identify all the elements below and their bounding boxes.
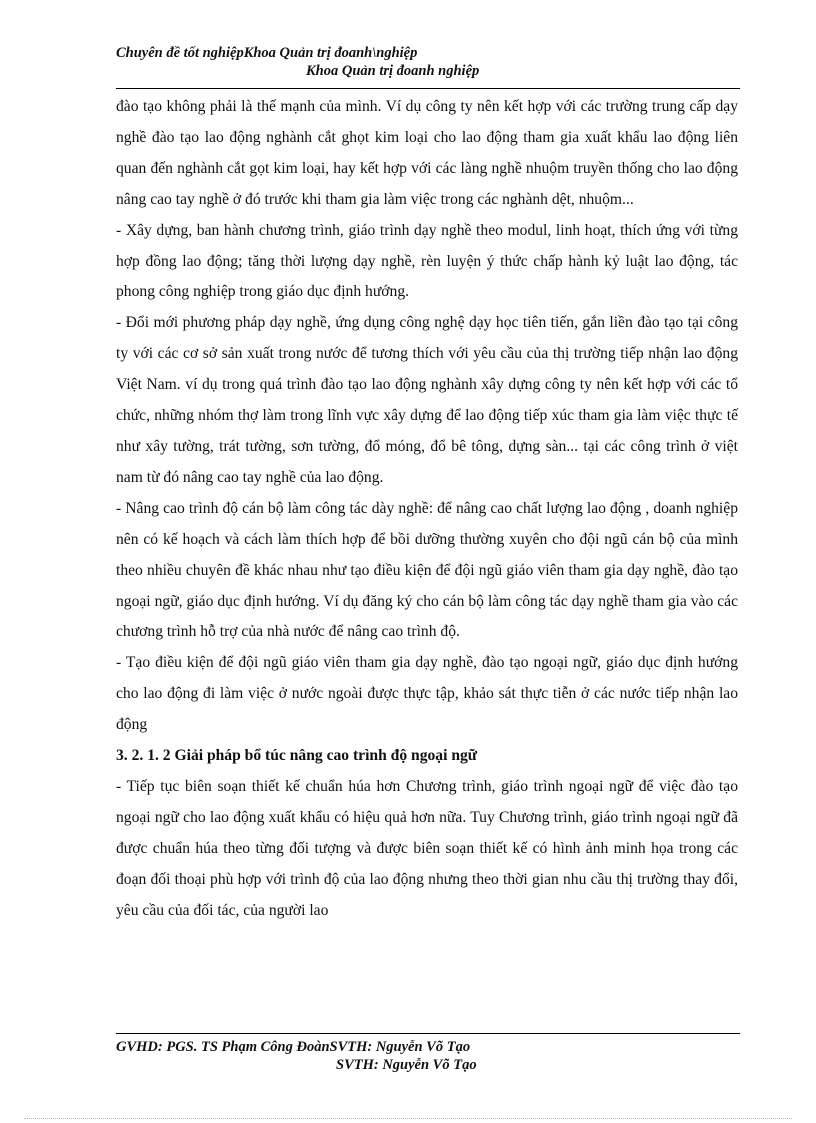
paragraph: - Đổi mới phương pháp dạy nghề, ứng dụng công nghệ dạy học tiên tiến, gắn liền đào tạo tại công ty với các cơ sở sản xuất trong nước để tương thích với yêu cầu của thị trường tiếp nhận lao động Việt Nam. ví dụ trong quá trình đào tạo lao động nghành xây dựng công ty nên kết hợp với các tổ chức, những nhóm thợ làm trong lĩnh vực xây dựng để lao động tiếp xúc tham gia làm việc thực tế như xây tường, trát tường, sơn tường, đổ móng, đổ bê tông, dựng sàn... tại các công trình ở việt nam từ đó nâng cao tay nghề của lao động.: [116, 314, 738, 486]
header-line-1: Chuyên đề tốt nghiệpKhoa Quản trị đoanh\nghiệp: [116, 45, 418, 61]
section-heading: 3. 2. 1. 2 Giải pháp bổ túc nâng cao trình độ ngoại ngữ: [116, 747, 478, 765]
header-divider: [116, 88, 740, 89]
page-header: [116, 44, 740, 80]
footer-line-1: GVHD: PGS. TS Phạm Công ĐoànSVTH: Nguyễn Võ Tạo: [116, 1039, 471, 1055]
document-body: [116, 92, 738, 926]
footer-line-2: SVTH: Nguyễn Võ Tạo: [336, 1057, 477, 1073]
page-bottom-edge: [24, 1118, 792, 1119]
header-line-2: Khoa Quản trị đoanh nghiệp: [306, 63, 480, 79]
paragraph: - Nâng cao trình độ cán bộ làm công tác dày nghề: để nâng cao chất lượng lao động , doanh nghiệp nên có kế hoạch và cách làm thích hợp để bồi dưỡng thường xuyên cho đội ngũ cán bộ của mình theo nhiều chuyên đề khác nhau như tạo điều kiện để đội ngũ giáo viên tham gia dạy nghề, đào tạo ngoại ngữ, giáo dục định hướng. Ví dụ đăng ký cho cán bộ làm công tác dạy nghề tham gia vào các chương trình hỗ trợ của nhà nước để nâng cao trình độ.: [116, 499, 738, 641]
footer-divider: [116, 1033, 740, 1034]
paragraph: đào tạo không phải là thế mạnh của mình. Ví dụ công ty nên kết hợp với các trường trung cấp dạy nghề đào tạo lao động nghành cắt ghọt kim loại cho lao động tham gia xuất khẩu lao động liên quan đến nghành cắt gọt kim loại, hay kết hợp với các làng nghề nhuộm truyền thống cho lao động nâng cao tay nghề ở đó trước khi tham gia làm việc trong các nghành dệt, nhuộm...: [116, 98, 738, 208]
paragraph: - Tiếp tục biên soạn thiết kế chuẩn húa hơn Chương trình, giáo trình ngoại ngữ để việc đào tạo ngoại ngữ cho lao động xuất khẩu có hiệu quả hơn nữa. Tuy Chương trình, giáo trình ngoại ngữ đã được chuẩn húa theo từng đối tượng và được biên soạn thiết kế có hình ảnh minh họa trong các đoạn đối thoại phù hợp với trình độ của lao động nhưng theo thời gian nhu cầu thị trường thay đổi, yêu cầu của đối tác, của người lao: [116, 777, 738, 919]
page-footer: [116, 1038, 740, 1074]
paragraph: - Tạo điều kiện để đội ngũ giáo viên tham gia dạy nghề, đào tạo ngoại ngữ, giáo dục định hướng cho lao động đi làm việc ở nước ngoài được thực tập, khảo sát thực tiễn ở các nước tiếp nhận lao động: [116, 654, 738, 734]
paragraph: - Xây dựng, ban hành chương trình, giáo trình dạy nghề theo modul, linh hoạt, thích ứng với từng hợp đồng lao động; tăng thời lượng dạy nghề, rèn luyện ý thức chấp hành kỷ luật lao động, tác phong công nghiệp trong giáo dục định hướng.: [116, 221, 738, 301]
